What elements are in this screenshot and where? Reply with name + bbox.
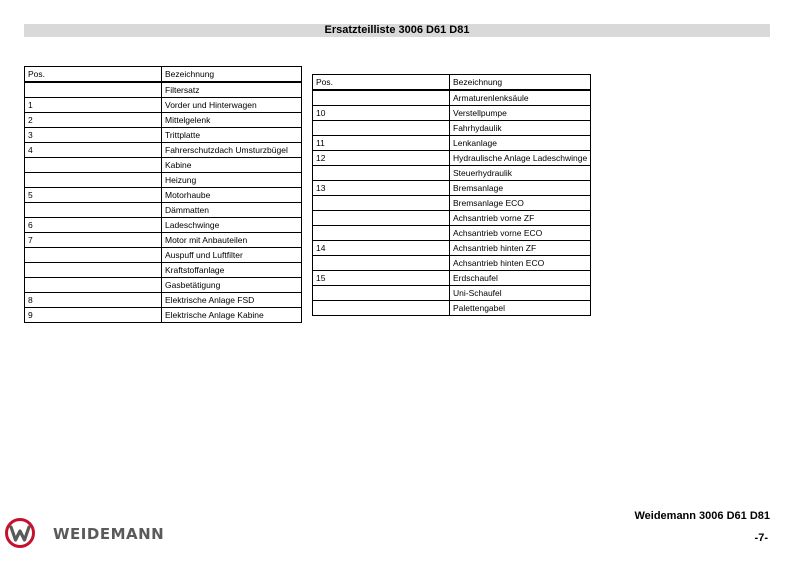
row-pos: 11 — [313, 136, 450, 151]
row-pos — [313, 211, 450, 226]
table-row — [25, 278, 302, 293]
footer-model: Weidemann 3006 D61 D81 — [634, 510, 770, 522]
row-pos — [25, 203, 162, 218]
table-row — [313, 196, 591, 211]
table-body — [25, 67, 302, 323]
row-bezeichnung: Elektrische Anlage FSD — [162, 293, 302, 308]
table-row — [25, 113, 302, 128]
row-pos: 9 — [25, 308, 162, 323]
header-bezeichnung: Bezeichnung — [162, 67, 302, 83]
row-bezeichnung: Kabine — [162, 158, 302, 173]
row-bezeichnung: Kraftstoffanlage — [162, 263, 302, 278]
page-number: -7- — [754, 532, 768, 544]
row-bezeichnung: Armaturenlenksäule — [450, 90, 591, 106]
row-pos — [313, 166, 450, 181]
page-title: Ersatzteilliste 3006 D61 D81 — [24, 24, 770, 37]
row-pos — [313, 226, 450, 241]
row-bezeichnung: Gasbetätigung — [162, 278, 302, 293]
table-row — [25, 263, 302, 278]
table-row — [313, 151, 591, 166]
header-pos: Pos. — [313, 75, 450, 91]
row-bezeichnung: Motorhaube — [162, 188, 302, 203]
table-row — [25, 158, 302, 173]
row-pos: 1 — [25, 98, 162, 113]
table-row — [25, 188, 302, 203]
row-bezeichnung: Heizung — [162, 173, 302, 188]
row-pos: 7 — [25, 233, 162, 248]
table-row — [313, 181, 591, 196]
row-pos: 8 — [25, 293, 162, 308]
row-pos — [313, 286, 450, 301]
table-row — [313, 241, 591, 256]
brand-wordmark: WEIDEMANN — [53, 525, 165, 543]
row-pos: 6 — [25, 218, 162, 233]
table-header-row — [313, 75, 591, 91]
table-row — [313, 256, 591, 271]
table-row — [313, 226, 591, 241]
row-bezeichnung: Fahrerschutzdach Umsturzbügel — [162, 143, 302, 158]
row-bezeichnung: Filtersatz — [162, 82, 302, 98]
table-row — [25, 98, 302, 113]
table-row — [25, 143, 302, 158]
table-row — [313, 271, 591, 286]
row-bezeichnung: Vorder und Hinterwagen — [162, 98, 302, 113]
table-header-row — [25, 67, 302, 83]
row-bezeichnung: Elektrische Anlage Kabine — [162, 308, 302, 323]
row-pos: 14 — [313, 241, 450, 256]
table-row — [313, 136, 591, 151]
row-bezeichnung: Auspuff und Luftfilter — [162, 248, 302, 263]
parts-table-right — [312, 74, 591, 316]
row-bezeichnung: Trittplatte — [162, 128, 302, 143]
header-pos: Pos. — [25, 67, 162, 83]
row-pos — [313, 196, 450, 211]
row-pos — [313, 121, 450, 136]
row-bezeichnung: Motor mit Anbauteilen — [162, 233, 302, 248]
row-pos: 2 — [25, 113, 162, 128]
table-row — [313, 211, 591, 226]
row-bezeichnung: Fahrhydaulik — [450, 121, 591, 136]
table-row — [25, 218, 302, 233]
row-bezeichnung: Bremsanlage ECO — [450, 196, 591, 211]
table-row — [25, 308, 302, 323]
row-pos — [25, 278, 162, 293]
row-pos: 5 — [25, 188, 162, 203]
row-pos: 10 — [313, 106, 450, 121]
row-bezeichnung: Achsantrieb hinten ZF — [450, 241, 591, 256]
weidemann-logo-icon — [5, 518, 35, 548]
row-pos — [313, 90, 450, 106]
table-row — [313, 286, 591, 301]
table-row — [313, 106, 591, 121]
row-bezeichnung: Erdschaufel — [450, 271, 591, 286]
table-row — [25, 128, 302, 143]
table-row — [313, 90, 591, 106]
row-pos — [25, 263, 162, 278]
row-pos: 15 — [313, 271, 450, 286]
row-bezeichnung: Palettengabel — [450, 301, 591, 316]
table-row — [25, 293, 302, 308]
table-row — [25, 233, 302, 248]
row-pos: 12 — [313, 151, 450, 166]
row-bezeichnung: Achsantrieb vorne ECO — [450, 226, 591, 241]
row-bezeichnung: Verstellpumpe — [450, 106, 591, 121]
row-pos — [25, 248, 162, 263]
row-pos: 3 — [25, 128, 162, 143]
table-row — [25, 82, 302, 98]
row-bezeichnung: Uni-Schaufel — [450, 286, 591, 301]
row-pos — [313, 301, 450, 316]
table-row — [25, 203, 302, 218]
table-row — [25, 248, 302, 263]
row-pos: 4 — [25, 143, 162, 158]
table-row — [313, 166, 591, 181]
table-body — [313, 75, 591, 316]
row-bezeichnung: Lenkanlage — [450, 136, 591, 151]
row-pos — [25, 82, 162, 98]
table-row — [313, 301, 591, 316]
header-bezeichnung: Bezeichnung — [450, 75, 591, 91]
table-row — [313, 121, 591, 136]
row-pos — [25, 158, 162, 173]
table-row — [25, 173, 302, 188]
row-pos: 13 — [313, 181, 450, 196]
parts-table-left — [24, 66, 302, 323]
row-bezeichnung: Steuerhydraulik — [450, 166, 591, 181]
row-bezeichnung: Bremsanlage — [450, 181, 591, 196]
row-bezeichnung: Mittelgelenk — [162, 113, 302, 128]
row-pos — [25, 173, 162, 188]
row-bezeichnung: Ladeschwinge — [162, 218, 302, 233]
row-bezeichnung: Dämmatten — [162, 203, 302, 218]
row-pos — [313, 256, 450, 271]
row-bezeichnung: Achsantrieb vorne ZF — [450, 211, 591, 226]
row-bezeichnung: Achsantrieb hinten ECO — [450, 256, 591, 271]
row-bezeichnung: Hydraulische Anlage Ladeschwinge — [450, 151, 591, 166]
